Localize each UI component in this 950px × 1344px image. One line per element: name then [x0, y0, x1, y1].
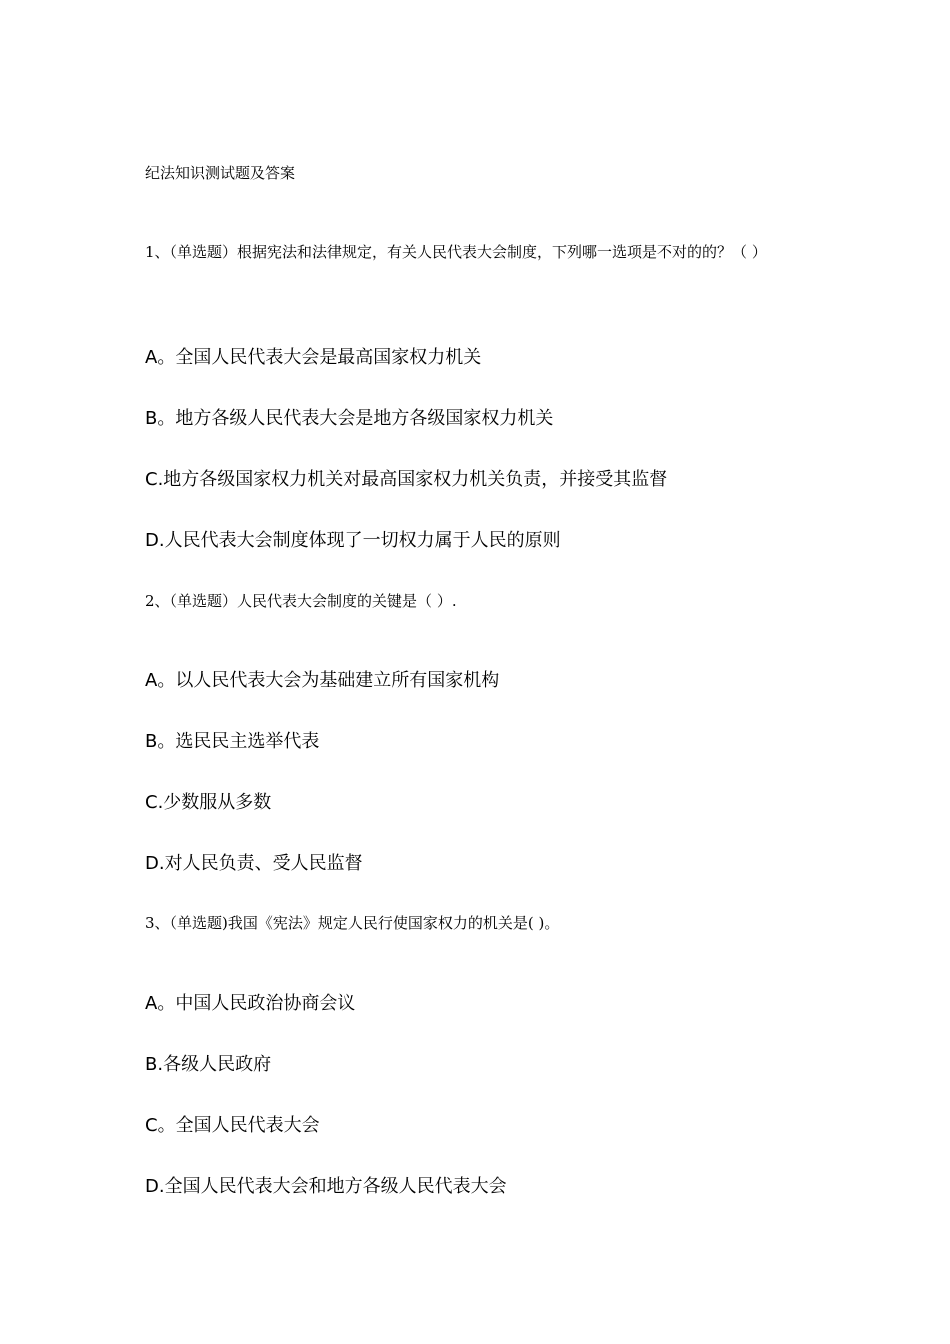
question-1-text: 1、（单选题）根据宪法和法律规定，有关人民代表大会制度，下列哪一选项是不对的的？（ ） — [145, 243, 767, 261]
question-2-option-a: A。以人民代表大会为基础建立所有国家机构 — [145, 670, 500, 691]
question-3-option-a: A。中国人民政治协商会议 — [145, 993, 356, 1014]
document-title: 纪法知识测试题及答案 — [145, 164, 296, 182]
question-2-text: 2、（单选题）人民代表大会制度的关键是（ ）. — [145, 592, 457, 610]
question-1-option-b: B。地方各级人民代表大会是地方各级国家权力机关 — [145, 408, 554, 429]
question-3-text: 3、（单选题)我国《宪法》规定人民行使国家权力的机关是( )。 — [145, 914, 560, 932]
question-1-option-a: A。全国人民代表大会是最高国家权力机关 — [145, 347, 482, 368]
question-1-option-c: C.地方各级国家权力机关对最高国家权力机关负责，并接受其监督 — [145, 469, 668, 490]
question-3-option-b: B.各级人民政府 — [145, 1054, 272, 1075]
question-3-option-d: D.全国人民代表大会和地方各级人民代表大会 — [145, 1176, 507, 1197]
question-2-option-d: D.对人民负责、受人民监督 — [145, 853, 363, 874]
question-2-option-b: B。选民民主选举代表 — [145, 731, 320, 752]
question-3-option-c: C。全国人民代表大会 — [145, 1115, 320, 1136]
question-2-option-c: C.少数服从多数 — [145, 792, 272, 813]
question-1-option-d: D.人民代表大会制度体现了一切权力属于人民的原则 — [145, 530, 561, 551]
